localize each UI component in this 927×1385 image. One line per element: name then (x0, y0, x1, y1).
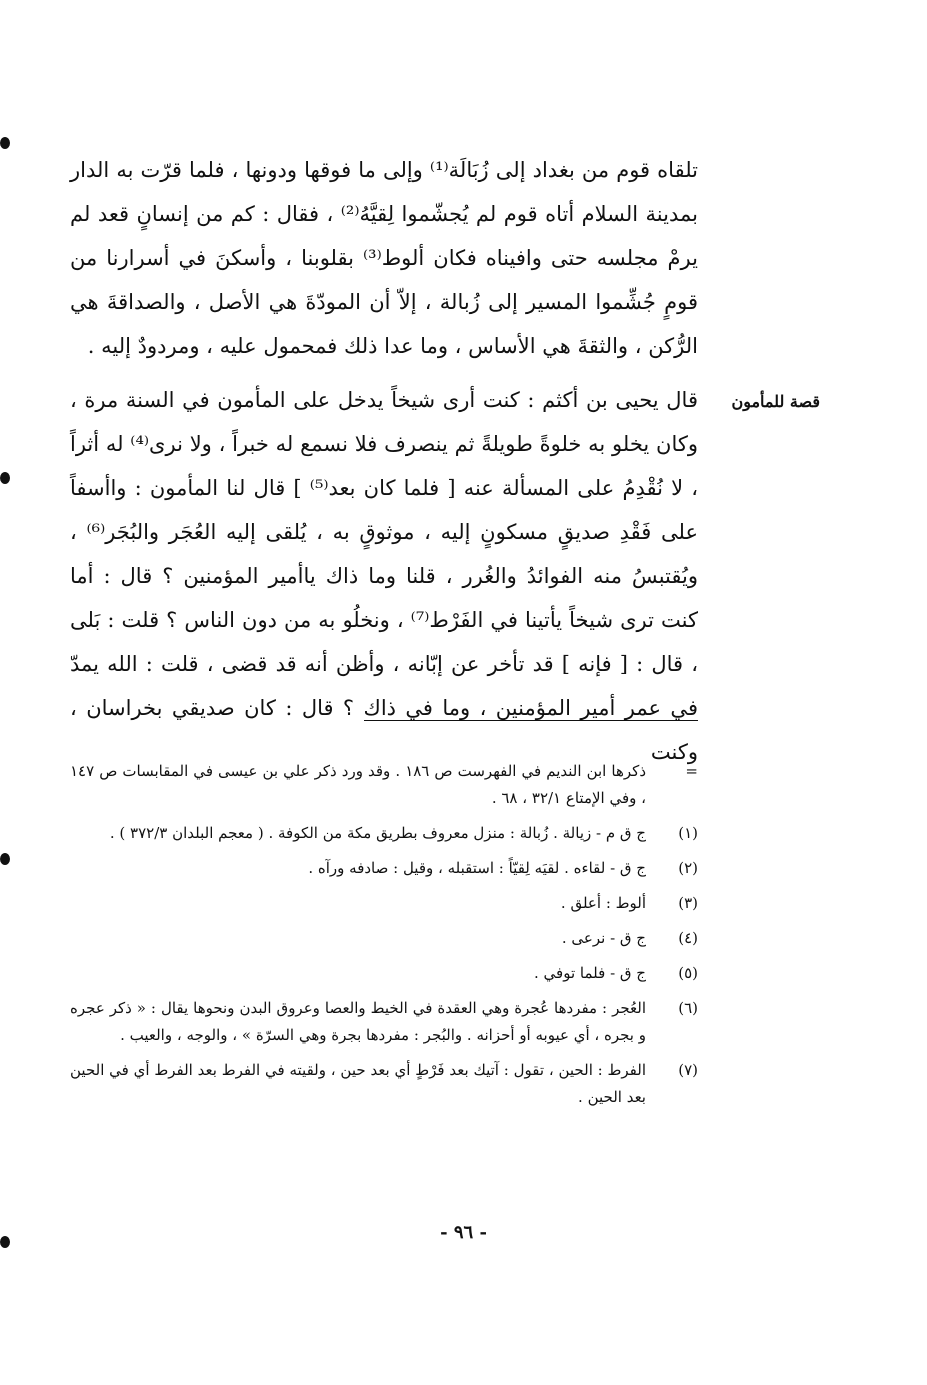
footnote (70, 1057, 698, 1111)
footnotes (70, 758, 698, 1119)
footnote-text: ج ق م - زيالة . زُبالة : منزل معروف بطريق مكة من الكوفة . ( معجم البلدان ٣٧٢/٣ ) . (109, 824, 646, 842)
paragraph (70, 378, 698, 774)
footnote-text: ج ق - فلما توفي . (534, 964, 646, 982)
footnote (70, 890, 698, 917)
footnote-number: (٢) (678, 859, 698, 877)
footnote-text: الفرط : الحين ، تقول : آتيك بعد فَرْطٍ أي بعد حين ، ولقيته في الفرط بعد الفرط أي في الحين بعد الحين . (70, 1061, 646, 1106)
footnote (70, 820, 698, 847)
main-text (70, 148, 698, 774)
footnote-number: (٦) (678, 999, 698, 1017)
footnote-number: (٥) (678, 964, 698, 982)
margin-mark (0, 472, 10, 484)
paragraph-text: قال يحيى بن أكثم : كنت أرى شيخاً يدخل على المأمون في السنة مرة ، وكان يخلو به خلوةً طويلةً ثم ينصرف فلا نسمع له خبراً ، ولا نرى⁽⁴⁾ له أثراً ، لا نُقْدِمُ على المسألة عنه [ فلما كان بعد⁽⁵⁾ ] قال لنا المأمون : واأسفاً على فَقْدِ صديقٍ مسكونٍ إليه ، موثوقٍ به ، يُلقى إليه العُجَر والبُجَر⁽⁶⁾ ، ويُقتبسُ منه الفوائدُ والغُرر ، قلنا وما ذاك ياأمير المؤمنين ؟ قال : أما كنت ترى شيخاً يأتينا في الفَرْط⁽⁷⁾ ، ونخلُو به من دون الناس ؟ قلت : بَلى ، قال : [ فإنه ] قد تأخر عن إبّانه ، وأظن أنه قد قضى ، قلت : الله يمدّ (70, 388, 699, 676)
page-number: - ٩٦ - (440, 1222, 487, 1243)
paragraph: تلقاه قوم من بغداد إلى زُبَالَة⁽¹⁾ وإلى ما فوقها ودونها ، فلما قرّت به الدار بمدينة السلام أتاه قوم لم يُجشّموا لِقيَّهُ⁽²⁾ ، فقال : كم من إنسانٍ قعد لم يرمْ مجلسه حتى وافيناه فكان ألوط⁽³⁾ بقلوبنا ، وأسكنَ في أسرارنا من قومٍ جُشِّموا المسير إلى زُبالة ، إلاّ أن المودّةَ هي الأصل ، والصداقةَ هي الرُّكن ، والثقةَ هي الأساس ، وما عدا ذلك فمحمول عليه ، ومردودٌ إليه . (70, 158, 699, 358)
paragraph-text: ؟ قال : كان صديقي بخراسان ، وكنت (70, 696, 698, 764)
margin-title: قصة للمأمون (731, 392, 820, 411)
footnote-number: (٧) (678, 1061, 698, 1079)
footnote-text: ألوط : أعلق . (560, 894, 646, 912)
footnote-text: ذكرها ابن النديم في الفهرست ص ١٨٦ . وقد ورد ذكر علي بن عيسى في المقابسات ص ١٤٧ ، وفي الإمتاع ٣٢/١ ، ٦٨ . (70, 762, 646, 807)
footnote-number: = (685, 762, 698, 780)
footnote (70, 758, 698, 812)
footnote (70, 960, 698, 987)
footnote-text: ج ق - لقاءه . لقيَه لِقيّاً : استقبله ، وقيل : صادفه ورآه . (308, 859, 646, 877)
margin-mark (0, 853, 10, 865)
footnote (70, 995, 698, 1049)
footnote-text: ج ق - نرعى . (561, 929, 646, 947)
footnote-text: العُجر : مفردها عُجرة وهي العقدة في الخيط والعصا وعروق البدن ونحوها يقال : « ذكر عجره و بجره ، أي عيوبه أو أحزانه . والبُجر : مفردها بجرة وهي السرّة » ، والوجه ، والعيب . (70, 999, 646, 1044)
margin-mark (0, 137, 10, 149)
footnote (70, 925, 698, 952)
underlined-text: في عمر أمير المؤمنين ، وما في ذاك (363, 696, 698, 720)
footnote (70, 855, 698, 882)
footnote-number: (١) (678, 824, 698, 842)
footnote-number: (٣) (678, 894, 698, 912)
footnote-number: (٤) (678, 929, 698, 947)
